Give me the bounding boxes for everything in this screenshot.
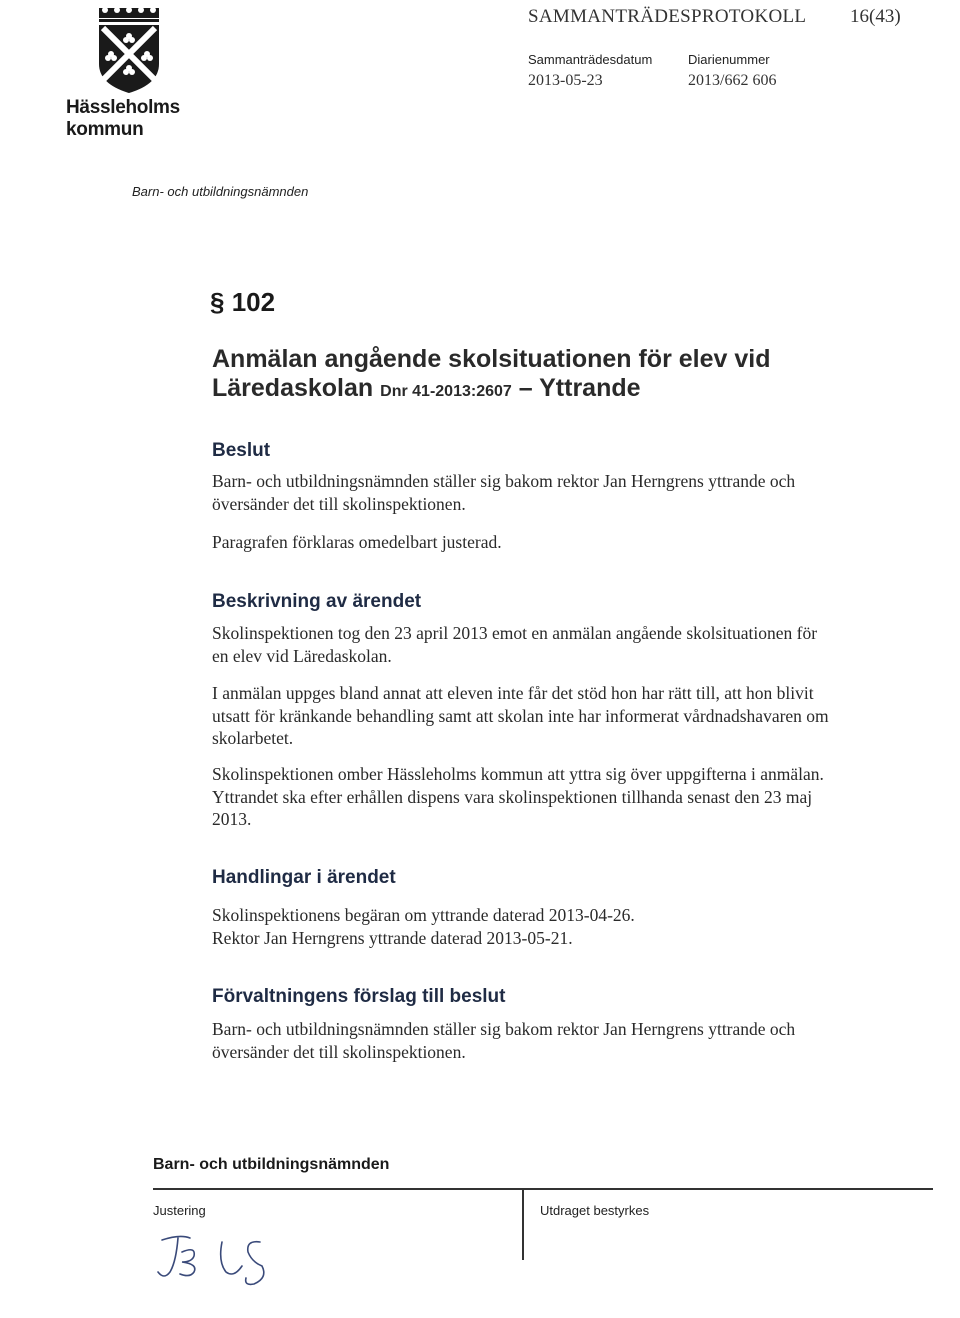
signature-initials [150, 1222, 280, 1292]
section-number-value: 102 [231, 287, 276, 317]
beslut-heading: Beslut [212, 440, 271, 461]
footer-vertical-divider [522, 1188, 524, 1260]
section-number [210, 287, 275, 318]
meeting-date-label: Sammanträdesdatum [528, 52, 653, 67]
school-name: Läredaskolan [212, 374, 374, 402]
section-title-line1: Anmälan angående skolsituationen för elev vid [212, 345, 771, 373]
beslut-note: Paragrafen förklaras omedelbart justerad. [212, 532, 502, 552]
beskrivning-paragraph-1: Skolinspektionen tog den 23 april 2013 emot en anmälan angående skolsituationen för en elev vid Läredaskolan. [212, 623, 818, 666]
footer-committee: Barn- och utbildningsnämnden [153, 1156, 390, 1173]
handlingar-item: Skolinspektionens begäran om yttrande daterad 2013-04-26. [212, 905, 635, 925]
case-number: Dnr 41-2013:2607 [380, 383, 512, 400]
footer-divider-line [153, 1188, 933, 1190]
meeting-date-value: 2013-05-23 [528, 72, 603, 89]
handlingar-item: Rektor Jan Herngrens yttrande daterad 2013-05-21. [212, 928, 573, 948]
beslut-text: Barn- och utbildningsnämnden ställer sig bakom rektor Jan Herngrens yttrande och översänder det till skolinspektionen. [212, 471, 796, 514]
beskrivning-heading: Beskrivning av ärendet [212, 591, 422, 612]
forslag-text: Barn- och utbildningsnämnden ställer sig bakom rektor Jan Herngrens yttrande och översänder det till skolinspektionen. [212, 1019, 796, 1062]
forslag-heading: Förvaltningens förslag till beslut [212, 986, 506, 1007]
section-sign-icon: § [210, 287, 225, 317]
coat-of-arms-icon [97, 6, 161, 94]
beskrivning-paragraph-3: Skolinspektionen omber Hässleholms kommun att yttra sig över uppgifterna i anmälan. Yttrandet ska efter erhållen dispens vara skolinspektionen tillhanda senast den 23 maj 2013. [212, 764, 824, 829]
handlingar-heading: Handlingar i ärendet [212, 867, 396, 888]
page-number: 16(43) [850, 6, 901, 27]
beskrivning-paragraph-2: I anmälan uppges bland annat att eleven inte får det stöd hon har rätt till, att hon blivit utsatt för kränkande behandling samt att skolan inte har informerat vårdnadshavaren om skolarbetet. [212, 683, 829, 748]
section-title-line2 [212, 374, 641, 403]
committee-header: Barn- och utbildningsnämnden [132, 184, 309, 199]
utdraget-label: Utdraget bestyrkes [540, 1203, 650, 1218]
title-suffix: – Yttrande [518, 374, 641, 402]
protocol-title: SAMMANTRÄDESPROTOKOLL [528, 6, 807, 27]
registry-value: 2013/662 606 [688, 72, 777, 89]
municipality-name: Hässleholms kommun [66, 97, 180, 140]
justering-label: Justering [153, 1203, 206, 1218]
registry-label: Diarienummer [688, 52, 770, 67]
